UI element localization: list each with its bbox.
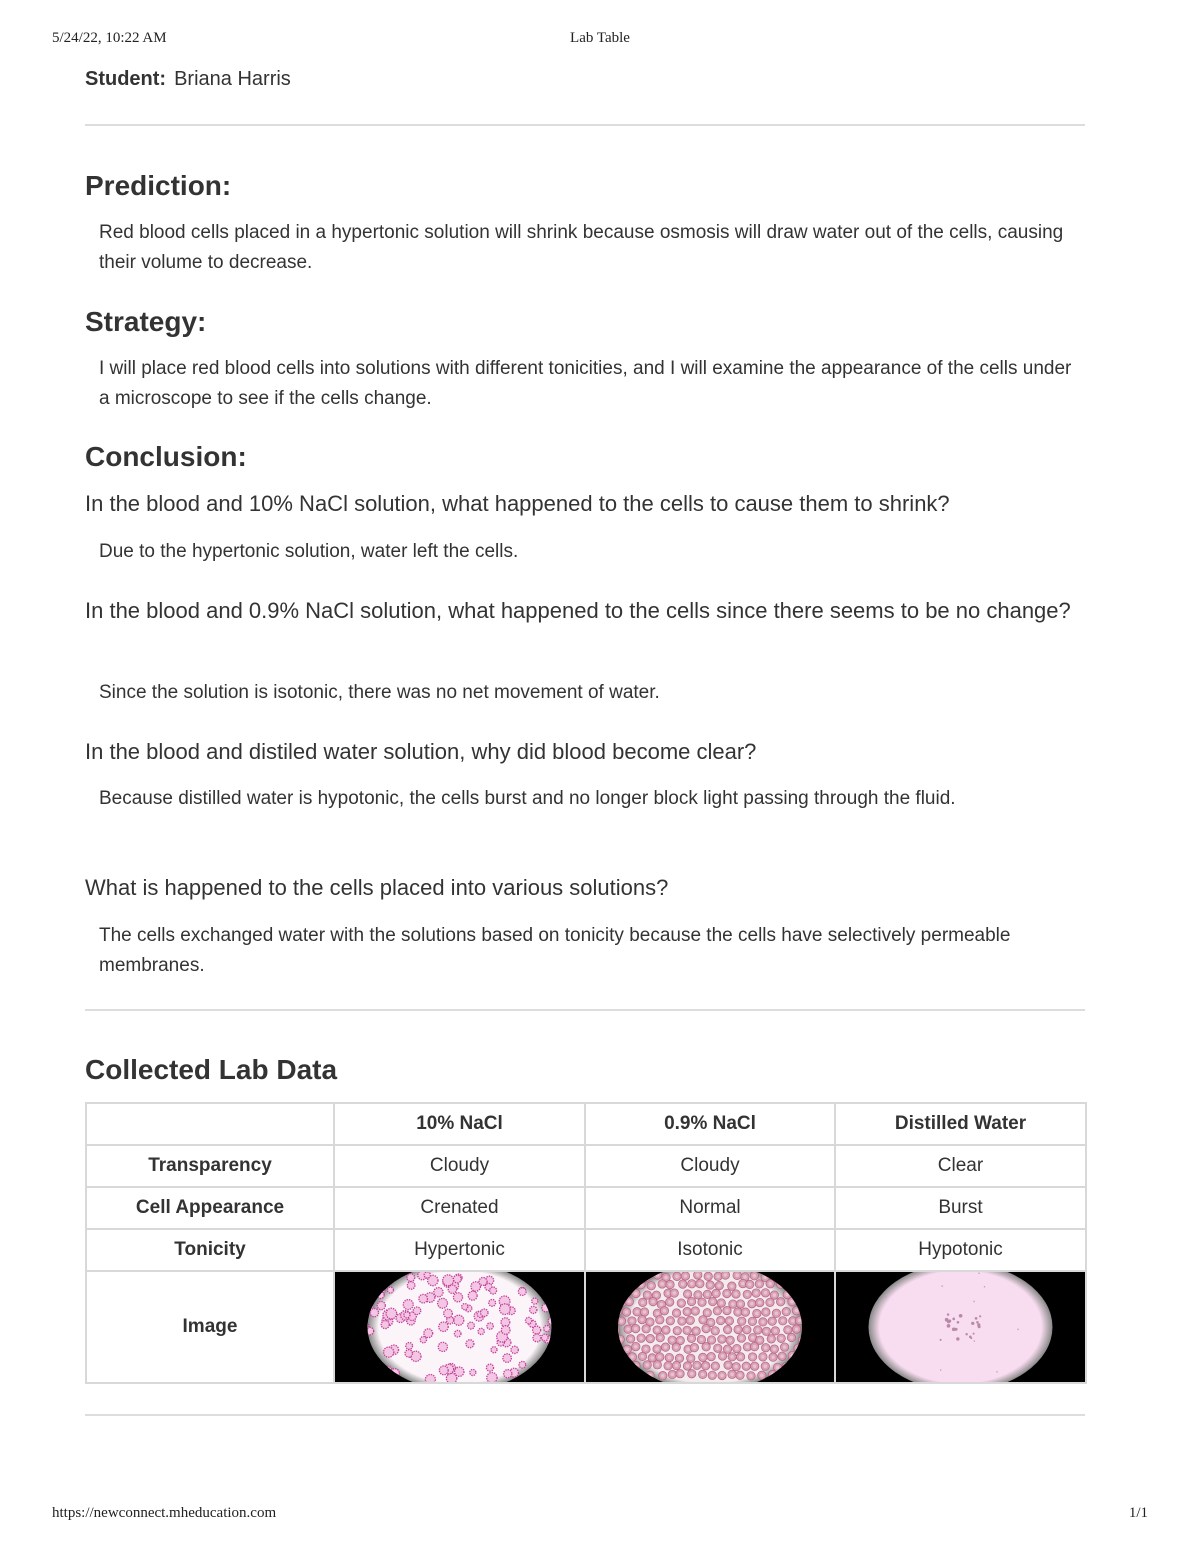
table-header-row xyxy=(86,1103,1086,1145)
micrograph-cell xyxy=(835,1271,1086,1383)
lab-data-table xyxy=(85,1102,1087,1384)
divider xyxy=(85,1009,1085,1011)
print-page-number: 1/1 xyxy=(1128,1505,1148,1521)
prediction-heading: Prediction: xyxy=(85,170,232,201)
row-header: Cell Appearance xyxy=(86,1187,334,1229)
table-cell: Hypertonic xyxy=(334,1229,585,1271)
conclusion-answer: Due to the hypertonic solution, water left the cells. xyxy=(99,541,519,562)
conclusion-question: What is happened to the cells placed into various solutions? xyxy=(85,875,669,900)
conclusion-answer: The cells exchanged water with the solutions based on tonicity because the cells have selectively permeable membranes. xyxy=(99,925,1011,976)
student-label: Student: xyxy=(85,68,167,90)
table-cell: Crenated xyxy=(334,1187,585,1229)
prediction-text: Red blood cells placed in a hypertonic solution will shrink because osmosis will draw water out of the cells, causing their volume to decrease. xyxy=(99,222,1064,273)
strategy-heading: Strategy: xyxy=(85,306,207,337)
conclusion-answer: Since the solution is isotonic, there was no net movement of water. xyxy=(99,682,660,703)
divider xyxy=(85,124,1085,126)
micrograph-crenated-cells xyxy=(335,1272,584,1382)
conclusion-question: In the blood and 10% NaCl solution, what happened to the cells to cause them to shrink? xyxy=(85,491,950,516)
conclusion-heading: Conclusion: xyxy=(85,441,247,472)
table-row xyxy=(86,1229,1086,1271)
table-row xyxy=(86,1187,1086,1229)
divider xyxy=(85,1414,1085,1416)
column-header: Distilled Water xyxy=(835,1103,1086,1145)
print-header xyxy=(52,30,1148,50)
table-cell: Isotonic xyxy=(585,1229,835,1271)
table-image-row xyxy=(86,1271,1086,1383)
micrograph-burst-cells xyxy=(836,1272,1085,1382)
table-cell: Cloudy xyxy=(334,1145,585,1187)
table-cell: Normal xyxy=(585,1187,835,1229)
conclusion-answer: Because distilled water is hypotonic, the cells burst and no longer block light passing through the fluid. xyxy=(99,788,956,809)
row-header: Transparency xyxy=(86,1145,334,1187)
table-cell: Burst xyxy=(835,1187,1086,1229)
table-row xyxy=(86,1145,1086,1187)
row-header: Image xyxy=(86,1271,334,1383)
print-title: Lab Table xyxy=(570,30,630,46)
table-corner-cell xyxy=(86,1103,334,1145)
print-url: https://newconnect.mheducation.com xyxy=(52,1505,277,1521)
print-date: 5/24/22, 10:22 AM xyxy=(52,30,167,46)
micrograph-cell xyxy=(334,1271,585,1383)
column-header: 10% NaCl xyxy=(334,1103,585,1145)
conclusion-question: In the blood and 0.9% NaCl solution, what happened to the cells since there seems to be no change? xyxy=(85,598,1071,623)
column-header: 0.9% NaCl xyxy=(585,1103,835,1145)
student-name: Briana Harris xyxy=(174,68,291,90)
conclusion-question: In the blood and distiled water solution, why did blood become clear? xyxy=(85,739,757,764)
table-cell: Clear xyxy=(835,1145,1086,1187)
lab-data-heading: Collected Lab Data xyxy=(85,1054,338,1085)
print-footer xyxy=(52,1505,1148,1525)
micrograph-normal-cells xyxy=(586,1272,834,1382)
table-cell: Cloudy xyxy=(585,1145,835,1187)
student-line xyxy=(85,68,291,91)
table-cell: Hypotonic xyxy=(835,1229,1086,1271)
micrograph-cell xyxy=(585,1271,835,1383)
strategy-text: I will place red blood cells into solutions with different tonicities, and I will examine the appearance of the cells under a microscope to see if the cells change. xyxy=(99,358,1072,409)
row-header: Tonicity xyxy=(86,1229,334,1271)
